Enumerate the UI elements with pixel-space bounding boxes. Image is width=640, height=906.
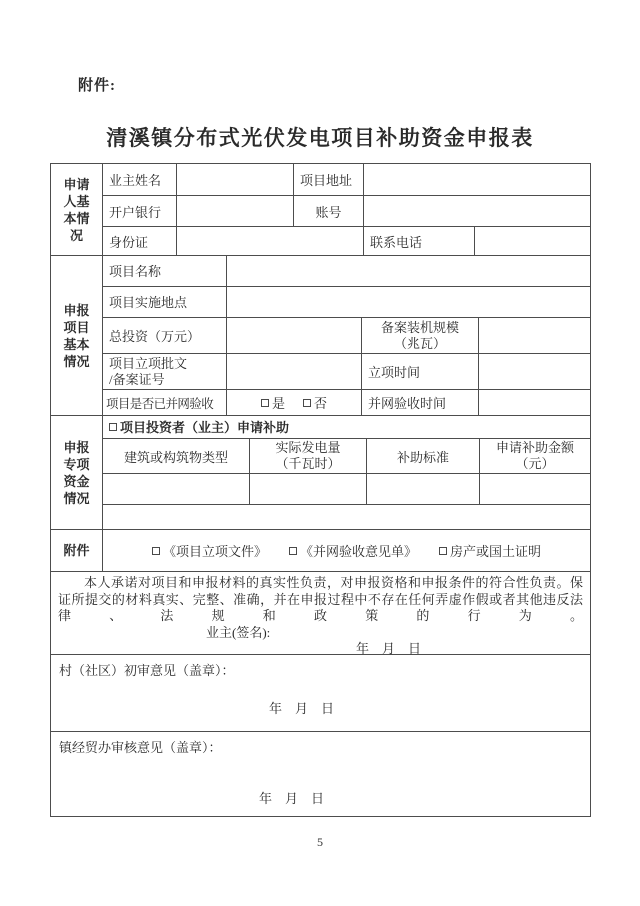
col-subsidy-standard-header: 补助标准 bbox=[366, 439, 479, 474]
approval-doc-label-line2: /备案证号 bbox=[109, 371, 165, 387]
project-address-field[interactable] bbox=[363, 164, 590, 195]
section-applicant-header bbox=[51, 164, 103, 255]
attachments-header-label: 附件 bbox=[51, 530, 103, 571]
grid-no-label: 否 bbox=[314, 396, 328, 412]
commitment-line2: 证所提交的材料真实、完整、准确，并在申报过程中不存在任何弄虚作假或者其他违反法 bbox=[58, 591, 583, 607]
attachment-approval-doc-label: 《项目立项文件》 bbox=[162, 544, 267, 559]
col-actual-generation-line2: （千瓦时） bbox=[275, 456, 341, 472]
investor-subsidy-option bbox=[103, 416, 590, 438]
section-town-review[interactable] bbox=[51, 731, 590, 816]
approval-doc-field[interactable] bbox=[226, 354, 361, 389]
grid-no-option[interactable] bbox=[303, 393, 327, 412]
id-card-field[interactable] bbox=[176, 227, 363, 255]
project-location-label: 项目实施地点 bbox=[109, 295, 188, 311]
section-project-header bbox=[51, 256, 103, 415]
actual-generation-field[interactable] bbox=[249, 474, 366, 504]
col-actual-generation-header bbox=[249, 439, 366, 474]
attachment-property-cert-label: 房产或国土证明 bbox=[450, 544, 542, 559]
account-label: 账号 bbox=[293, 196, 363, 226]
section-project-header-line: 情况 bbox=[63, 353, 90, 369]
section-applicant-header-line: 申请 bbox=[63, 176, 90, 192]
total-investment-label: 总投资（万元） bbox=[109, 329, 201, 344]
capacity-field[interactable] bbox=[478, 318, 590, 354]
account-field[interactable] bbox=[363, 196, 590, 226]
section-project-info bbox=[51, 255, 590, 415]
attachment-note: 附件: bbox=[78, 78, 116, 94]
attachment-option-property-cert[interactable] bbox=[439, 541, 541, 560]
section-commitment bbox=[51, 571, 590, 654]
grid-accepted-label: 项目是否已并网验收 bbox=[106, 396, 214, 411]
checkbox-no-icon[interactable] bbox=[303, 399, 311, 407]
fund-extra-field[interactable] bbox=[103, 505, 590, 529]
phone-field[interactable] bbox=[474, 227, 590, 255]
col-building-type-header: 建筑或构筑物类型 bbox=[123, 449, 228, 465]
grid-yes-label: 是 bbox=[271, 396, 285, 412]
section-applicant-info bbox=[51, 164, 590, 255]
capacity-label bbox=[361, 318, 478, 354]
subsidy-amount-field[interactable] bbox=[479, 474, 590, 504]
capacity-label-line2: （兆瓦） bbox=[393, 335, 446, 351]
grid-yes-option[interactable] bbox=[261, 393, 285, 412]
town-review-label: 镇经贸办审核意见（盖章）： bbox=[59, 740, 222, 755]
section-fund-header bbox=[51, 416, 103, 529]
investor-subsidy-label: 项目投资者（业主）申请补助 bbox=[120, 420, 290, 436]
col-actual-generation-line1: 实际发电量 bbox=[275, 440, 341, 456]
section-applicant-header-line: 本情 bbox=[63, 210, 90, 226]
checkbox-investor-icon[interactable] bbox=[109, 423, 117, 431]
building-type-field[interactable] bbox=[103, 474, 249, 504]
grid-time-field[interactable] bbox=[478, 390, 590, 415]
checkbox-property-cert-icon[interactable] bbox=[439, 547, 447, 555]
owner-name-label: 业主姓名 bbox=[109, 173, 162, 188]
section-applicant-header-line: 况 bbox=[69, 227, 83, 243]
project-name-field[interactable] bbox=[226, 256, 590, 286]
approval-time-label: 立项时间 bbox=[361, 354, 478, 389]
section-applicant-header-line: 人基 bbox=[63, 193, 90, 209]
section-fund-info bbox=[51, 415, 590, 529]
col-subsidy-amount-header bbox=[479, 439, 590, 474]
checkbox-approval-doc-icon[interactable] bbox=[152, 547, 160, 555]
section-fund-header-line: 资金 bbox=[63, 473, 90, 489]
village-review-date-placeholder: 年 月 日 bbox=[269, 701, 335, 716]
grid-accepted-options bbox=[226, 390, 361, 415]
approval-doc-label bbox=[103, 354, 226, 389]
total-investment-field[interactable] bbox=[226, 318, 361, 354]
application-form-table bbox=[50, 163, 591, 817]
page-title: 清溪镇分布式光伏发电项目补助资金申报表 bbox=[106, 126, 534, 150]
attachment-grid-acceptance-label: 《并网验收意见单》 bbox=[299, 544, 417, 559]
phone-label: 联系电话 bbox=[363, 227, 474, 255]
section-fund-header-line: 情况 bbox=[63, 490, 90, 506]
id-card-label: 身份证 bbox=[109, 234, 149, 250]
commitment-line1: 本人承诺对项目和申报材料的真实性负责，对申报资格和申报条件的符合性负责。保 bbox=[84, 575, 583, 590]
checkbox-grid-acceptance-icon[interactable] bbox=[289, 547, 297, 555]
checkbox-yes-icon[interactable] bbox=[261, 399, 269, 407]
section-project-header-line: 项目 bbox=[63, 319, 90, 335]
owner-name-field[interactable] bbox=[176, 164, 293, 195]
attachment-option-approval-doc[interactable] bbox=[152, 541, 267, 560]
bank-field[interactable] bbox=[176, 196, 293, 226]
section-fund-header-line: 申报 bbox=[63, 439, 90, 455]
approval-time-field[interactable] bbox=[478, 354, 590, 389]
grid-time-label: 并网验收时间 bbox=[361, 390, 478, 415]
commitment-date-placeholder: 年 月 日 bbox=[356, 641, 422, 656]
section-village-review[interactable] bbox=[51, 654, 590, 731]
town-review-date-placeholder: 年 月 日 bbox=[259, 791, 325, 806]
attachments-options bbox=[103, 530, 590, 571]
approval-doc-label-line1: 项目立项批文 bbox=[109, 355, 188, 371]
project-location-field[interactable] bbox=[226, 287, 590, 317]
project-name-label: 项目名称 bbox=[109, 264, 162, 280]
capacity-label-line1: 备案装机规模 bbox=[380, 319, 459, 335]
bank-label: 开户银行 bbox=[109, 204, 162, 220]
col-subsidy-amount-line2: （元） bbox=[515, 456, 555, 472]
subsidy-standard-field[interactable] bbox=[366, 474, 479, 504]
commitment-line3: 律 、 法 规 和 政 策 的 行 为 。 bbox=[58, 608, 583, 623]
section-attachments bbox=[51, 529, 590, 571]
col-subsidy-amount-line1: 申请补助金额 bbox=[495, 440, 574, 456]
village-review-label: 村（社区）初审意见（盖章）： bbox=[59, 663, 235, 678]
attachment-option-grid-acceptance[interactable] bbox=[289, 541, 417, 560]
section-project-header-line: 申报 bbox=[63, 302, 90, 318]
page-number: 5 bbox=[317, 835, 323, 849]
project-address-label: 项目地址 bbox=[293, 164, 363, 195]
section-fund-header-line: 专项 bbox=[63, 456, 90, 472]
owner-signature-label: 业主(签名): bbox=[206, 624, 271, 640]
section-project-header-line: 基本 bbox=[63, 336, 90, 352]
